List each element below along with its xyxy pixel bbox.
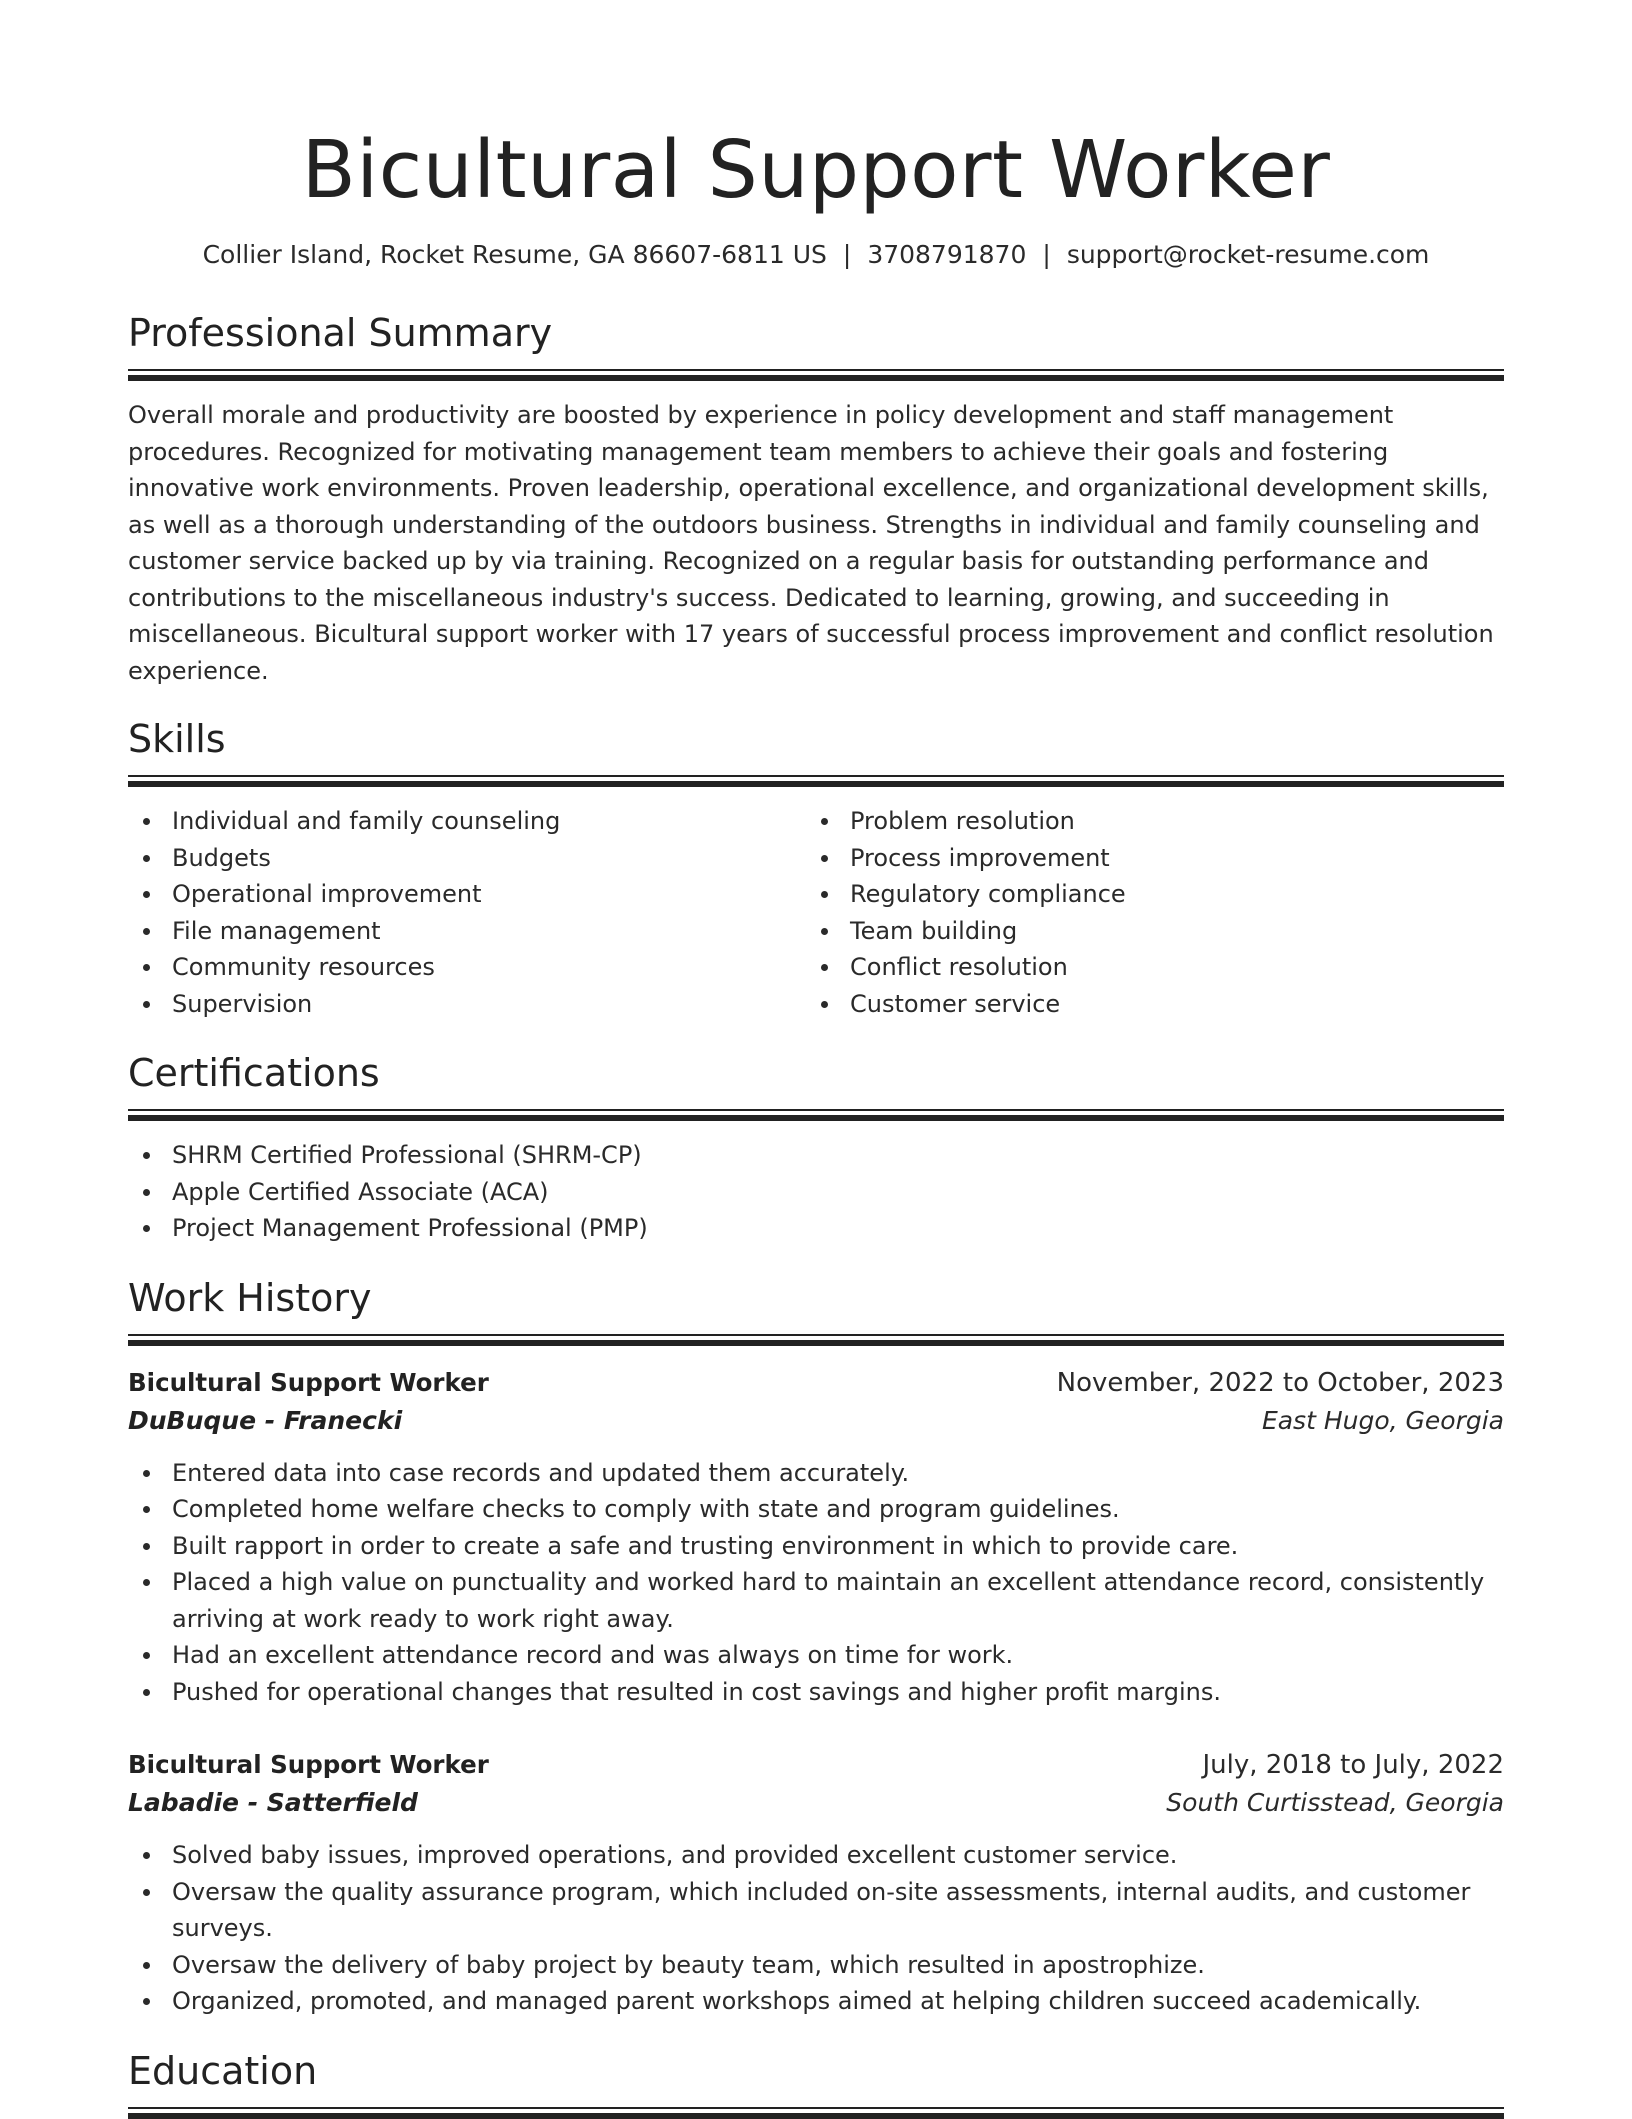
section-title-summary: Professional Summary <box>128 311 553 355</box>
section-title-education: Education <box>128 2048 318 2093</box>
job-bullet: Built rapport in order to create a safe and trusting environment in which to provide care. <box>128 1528 1504 1565</box>
contact-line <box>128 238 1504 272</box>
job-header <box>128 1364 1504 1402</box>
job-dates: November, 2022 to October, 2023 <box>1056 1367 1504 1398</box>
skill-item: Budgets <box>128 840 806 877</box>
summary-text: Overall morale and productivity are boosted by experience in policy development and staff management procedures. Recognized for motivating management team members to achieve their goals and fostering innovative work environments. Proven leadership, operational excellence, and organizational development skills, as well as a thorough understanding of the outdoors business. Strengths in individual and family counseling and customer service backed up by via training. Recognized on a regular basis for outstanding performance and contributions to the miscellaneous industry's success. Dedicated to learning, growing, and succeeding in miscellaneous. Bicultural support worker with 17 years of successful process improvement and conflict resolution experience. <box>128 401 1494 685</box>
skill-item: Process improvement <box>806 840 1484 877</box>
section-title-skills: Skills <box>128 717 226 761</box>
job-entry <box>128 1746 1504 2020</box>
job-title: Bicultural Support Worker <box>128 1367 489 1397</box>
job-bullet: Entered data into case records and updated them accurately. <box>128 1455 1504 1492</box>
job-bullet: Oversaw the quality assurance program, which included on-site assessments, internal audits, and customer surveys. <box>128 1874 1504 1947</box>
certification-item: Apple Certified Associate (ACA) <box>128 1174 1504 1211</box>
skills-section <box>128 715 1504 1022</box>
contact-email: support@rocket-resume.com <box>1066 240 1430 269</box>
job-title: Bicultural Support Worker <box>128 1750 489 1779</box>
skill-item: Operational improvement <box>128 876 806 913</box>
contact-address: Collier Island, Rocket Resume, GA 86607-6811 US <box>202 240 827 269</box>
job-bullets <box>128 1455 1504 1711</box>
section-title-work-history: Work History <box>128 1275 372 1320</box>
summary-section <box>128 309 1504 689</box>
work-history-section <box>128 1274 1504 2020</box>
job-bullet: Had an excellent attendance record and was always on time for work. <box>128 1637 1504 1674</box>
job-bullet: Solved baby issues, improved operations, and provided excellent customer service. <box>128 1837 1504 1874</box>
job-subheader <box>128 1402 1504 1440</box>
job-header <box>128 1746 1504 1784</box>
certifications-list <box>128 1137 1504 1247</box>
skill-item: Community resources <box>128 949 806 986</box>
job-bullet: Placed a high value on punctuality and worked hard to maintain an excellent attendance record, consistently arriving at work ready to work right away. <box>128 1564 1504 1637</box>
job-dates: July, 2018 to July, 2022 <box>1202 1750 1504 1780</box>
section-divider <box>128 1334 1504 1346</box>
job-location: East Hugo, Georgia <box>1261 1405 1504 1435</box>
skill-item: Problem resolution <box>806 803 1484 840</box>
certification-item: SHRM Certified Professional (SHRM-CP) <box>128 1137 1504 1174</box>
skill-item: Customer service <box>806 986 1484 1023</box>
skill-item: Regulatory compliance <box>806 876 1484 913</box>
certification-item: Project Management Professional (PMP) <box>128 1210 1504 1247</box>
skill-item: File management <box>128 913 806 950</box>
skill-item: Conflict resolution <box>806 949 1484 986</box>
certifications-section <box>128 1049 1504 1247</box>
section-divider <box>128 369 1504 381</box>
skills-column-left <box>128 803 806 1022</box>
education-section <box>128 2047 1504 2119</box>
resume-name: Bicultural Support Worker <box>301 124 1331 216</box>
contact-separator: | <box>842 240 852 269</box>
job-bullets <box>128 1837 1504 2020</box>
section-divider <box>128 1109 1504 1121</box>
job-company: DuBuque - Franecki <box>128 1405 403 1435</box>
skills-column-right <box>806 803 1484 1022</box>
job-company: Labadie - Satterfield <box>128 1788 418 1817</box>
contact-separator: | <box>1042 240 1051 269</box>
contact-phone: 3708791870 <box>867 240 1027 269</box>
job-bullet: Pushed for operational changes that resulted in cost savings and higher profit margins. <box>128 1674 1504 1711</box>
job-location: South Curtisstead, Georgia <box>1166 1788 1504 1817</box>
skill-item: Supervision <box>128 986 806 1023</box>
skill-item: Individual and family counseling <box>128 803 806 840</box>
section-divider <box>128 775 1504 787</box>
job-bullet: Oversaw the delivery of baby project by beauty team, which resulted in apostrophize. <box>128 1947 1504 1984</box>
job-subheader <box>128 1784 1504 1822</box>
skill-item: Team building <box>806 913 1484 950</box>
job-bullet: Completed home welfare checks to comply with state and program guidelines. <box>128 1491 1504 1528</box>
skills-grid <box>128 803 1504 1022</box>
job-bullet: Organized, promoted, and managed parent workshops aimed at helping children succeed academically. <box>128 1983 1504 2020</box>
section-divider <box>128 2107 1504 2119</box>
section-title-certifications: Certifications <box>128 1051 380 1095</box>
job-entry <box>128 1364 1504 1711</box>
